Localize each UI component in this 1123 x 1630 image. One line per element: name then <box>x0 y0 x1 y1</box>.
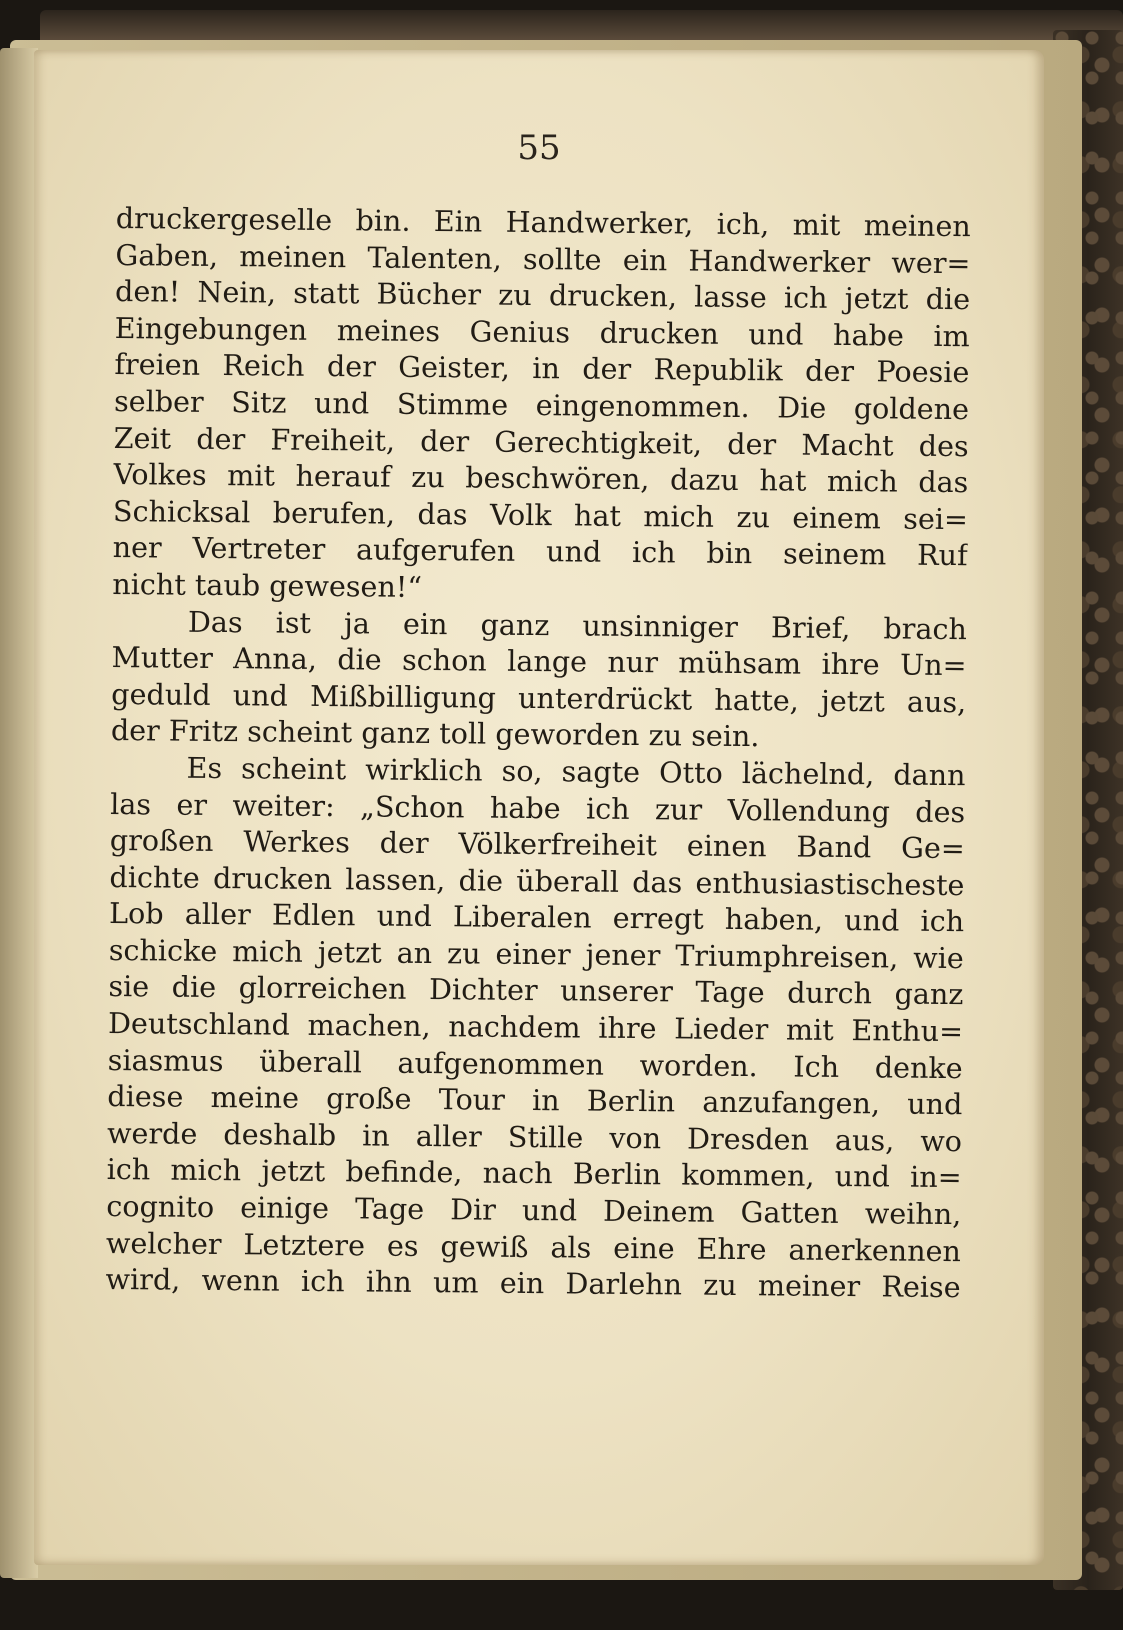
page-text <box>105 200 970 1306</box>
text-line: las er weiter: „Schon habe ich zur Vollendung des <box>110 786 966 829</box>
text-line: Lob aller Edlen und Liberalen erregt haben, und ich <box>108 896 965 939</box>
text-line: Zeit der Freiheit, der Gerechtigkeit, der Macht des <box>113 420 969 463</box>
text-line: den! Nein, statt Bücher zu drucken, lasse ich jetzt die <box>114 274 971 317</box>
text-line: der Fritz scheint ganz toll geworden zu sein. <box>110 713 760 754</box>
text-line: schicke mich jetzt an zu einer jener Triumphreisen, wie <box>108 932 964 976</box>
text-line: siasmus überall aufgenommen worden. Ich denke <box>107 1042 963 1085</box>
text-line: cognito einige Tage Dir und Deinem Gatten weihn, <box>106 1188 962 1232</box>
previous-page-edge <box>0 48 38 1578</box>
text-line: Volkes mit herauf zu beschwören, dazu hat mich das <box>113 457 969 500</box>
text-line: Es scheint wirklich so, sagte Otto lächelnd, dann <box>186 750 966 793</box>
text-line: Eingebungen meines Genius drucken und habe im <box>114 310 970 353</box>
text-line: Schicksal berufen, das Volk hat mich zu einem sei= <box>112 493 969 536</box>
text-line: sie die glorreichen Dichter unserer Tage durch ganz <box>108 969 964 1012</box>
text-line: nicht taub gewesen!“ <box>112 566 423 604</box>
text-line: Gaben, meinen Talenten, sollte ein Handwerker wer= <box>115 237 971 280</box>
page-number: 55 <box>517 128 561 168</box>
text-line: Mutter Anna, die schon lange nur mühsam ihre Un= <box>111 640 967 683</box>
text-line: Deutschland machen, nachdem ihre Lieder mit Enthu= <box>107 1006 964 1049</box>
text-line: geduld und Mißbilligung unterdrückt hatte, jetzt aus, <box>111 676 967 719</box>
text-line: ich mich jetzt befinde, nach Berlin kommen, und in= <box>106 1152 962 1195</box>
text-line: diese meine große Tour in Berlin anzufangen, und <box>107 1079 963 1122</box>
text-line: welcher Letztere es gewiß als eine Ehre anerkennen <box>105 1225 962 1268</box>
text-line: druckergeselle bin. Ein Handwerker, ich, mit meinen <box>115 200 971 244</box>
text-line: freien Reich der Geister, in der Republik der Poesie <box>114 347 970 390</box>
book-page <box>34 50 1044 1565</box>
text-line: werde deshalb in aller Stille von Dresden aus, wo <box>106 1115 963 1159</box>
text-line: großen Werkes der Völkerfreiheit einen Band Ge= <box>109 823 965 866</box>
text-line: selber Sitz und Stimme eingenommen. Die goldene <box>113 383 970 427</box>
text-line: ner Vertreter aufgerufen und ich bin seinem Ruf <box>112 530 968 573</box>
text-line: wird, wenn ich ihn um ein Darlehn zu meiner Reise <box>105 1262 961 1305</box>
text-line: dichte drucken lassen, die überall das enthusiastischeste <box>109 859 965 902</box>
text-line: Das ist ja ein ganz unsinniger Brief, brach <box>187 604 968 646</box>
